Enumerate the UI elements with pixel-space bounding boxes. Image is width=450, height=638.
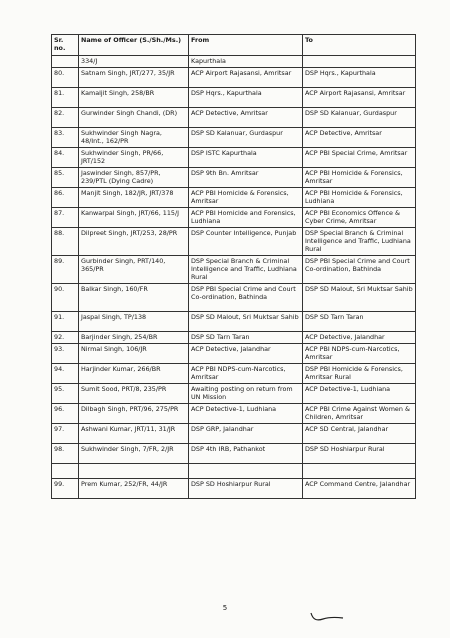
table-row bbox=[52, 168, 416, 188]
table-row bbox=[52, 424, 416, 444]
header-officer-name: Name of Officer (S./Sh./Ms.) bbox=[79, 35, 189, 56]
table-row bbox=[52, 384, 416, 404]
cell-to: DSP SD Kalanuar, Gurdaspur bbox=[303, 108, 416, 128]
cell-sr-no: 94. bbox=[52, 364, 79, 384]
cell-officer-name: Sukhwinder Singh, 7/FR, 2/JR bbox=[79, 444, 189, 464]
header-sr-no: Sr. no. bbox=[52, 35, 79, 56]
cell-officer-name: Sukhwinder Singh Nagra, 48/Int., 162/PR bbox=[79, 128, 189, 148]
cell-to: ACP PBI Special Crime, Amritsar bbox=[303, 148, 416, 168]
cell-officer-name: Sukhwinder Singh, PR/66, JRT/152 bbox=[79, 148, 189, 168]
cell-from: Awaiting posting on return from UN Mission bbox=[189, 384, 303, 404]
cell-to: DSP SD Malout, Sri Muktsar Sahib bbox=[303, 284, 416, 312]
cell-sr-no: 87. bbox=[52, 208, 79, 228]
cell-sr-no: 88. bbox=[52, 228, 79, 256]
table-row bbox=[52, 208, 416, 228]
table-row bbox=[52, 364, 416, 384]
cell-officer-name: Satnam Singh, JRT/277, 35/JR bbox=[79, 68, 189, 88]
cell-sr-no: 81. bbox=[52, 88, 79, 108]
gap-cell bbox=[303, 464, 416, 479]
cell-officer-name: Dilbagh Singh, PRT/96, 275/PR bbox=[79, 404, 189, 424]
table-row bbox=[52, 148, 416, 168]
cell-officer-name: Kanwarpal Singh, JRT/66, 115/J bbox=[79, 208, 189, 228]
cell-sr-no: 93. bbox=[52, 344, 79, 364]
cell-sr-no: 99. bbox=[52, 479, 79, 499]
cell-to: ACP PBI NDPS-cum-Narcotics, Amritsar bbox=[303, 344, 416, 364]
transfer-table bbox=[51, 34, 416, 499]
table-row bbox=[52, 228, 416, 256]
cell-officer-name: Gurbinder Singh, PRT/140, 365/PR bbox=[79, 256, 189, 284]
cell-to: ACP SD Central, Jalandhar bbox=[303, 424, 416, 444]
gap-cell bbox=[189, 464, 303, 479]
cell-officer-name: 334/J bbox=[79, 56, 189, 68]
table-row bbox=[52, 188, 416, 208]
cell-sr-no: 97. bbox=[52, 424, 79, 444]
cell-officer-name: Jaspal Singh, TP/138 bbox=[79, 312, 189, 332]
cell-from: DSP SD Malout, Sri Muktsar Sahib bbox=[189, 312, 303, 332]
table-row bbox=[52, 404, 416, 424]
cell-to: DSP PBI Special Crime and Court Co-ordination, Bathinda bbox=[303, 256, 416, 284]
cell-to: DSP PBI Homicide & Forensics, Amritsar Rural bbox=[303, 364, 416, 384]
cell-from: ACP Airport Rajasansi, Amritsar bbox=[189, 68, 303, 88]
cell-from: DSP Hqrs., Kapurthala bbox=[189, 88, 303, 108]
cell-sr-no: 83. bbox=[52, 128, 79, 148]
cell-from: DSP GRP, Jalandhar bbox=[189, 424, 303, 444]
cell-officer-name: Ashwani Kumar, JRT/11, 31/JR bbox=[79, 424, 189, 444]
cell-from: ACP PBI Homicide & Forensics, Amritsar bbox=[189, 188, 303, 208]
table-row bbox=[52, 444, 416, 464]
cell-from: DSP Special Branch & Criminal Intelligence and Traffic, Ludhiana Rural bbox=[189, 256, 303, 284]
table-row bbox=[52, 284, 416, 312]
cell-officer-name: Barjinder Singh, 254/BR bbox=[79, 332, 189, 344]
table-row bbox=[52, 68, 416, 88]
cell-from: ACP PBI Homicide and Forensics, Ludhiana bbox=[189, 208, 303, 228]
cell-officer-name: Balkar Singh, 160/FR bbox=[79, 284, 189, 312]
header-from: From bbox=[189, 35, 303, 56]
cell-sr-no: 95. bbox=[52, 384, 79, 404]
table-row bbox=[52, 128, 416, 148]
cell-to: ACP PBI Homicide & Forensics, Ludhiana bbox=[303, 188, 416, 208]
cell-from: DSP SD Kalanuar, Gurdaspur bbox=[189, 128, 303, 148]
cell-to: ACP PBI Homicide & Forensics, Amritsar bbox=[303, 168, 416, 188]
cell-officer-name: Sumit Sood, PRT/8, 235/PR bbox=[79, 384, 189, 404]
cell-officer-name: Harjinder Kumar, 266/BR bbox=[79, 364, 189, 384]
cell-sr-no: 86. bbox=[52, 188, 79, 208]
cell-from: ACP Detective, Jalandhar bbox=[189, 344, 303, 364]
cell-from: ACP Detective, Amritsar bbox=[189, 108, 303, 128]
cell-sr-no: 85. bbox=[52, 168, 79, 188]
cell-sr-no: 82. bbox=[52, 108, 79, 128]
cell-officer-name: Jaswinder Singh, 857/PR, 239/PTL (Dying Cadre) bbox=[79, 168, 189, 188]
cell-to: ACP Detective-1, Ludhiana bbox=[303, 384, 416, 404]
cell-from: DSP PBI Special Crime and Court Co-ordination, Bathinda bbox=[189, 284, 303, 312]
cell-to: ACP PBI Economics Offence & Cyber Crime, Amritsar bbox=[303, 208, 416, 228]
table-row bbox=[52, 312, 416, 332]
table-row bbox=[52, 479, 416, 499]
cell-to: ACP Airport Rajasansi, Amritsar bbox=[303, 88, 416, 108]
cell-officer-name: Manjit Singh, 182/JR, JRT/378 bbox=[79, 188, 189, 208]
gap-cell bbox=[52, 464, 79, 479]
cell-from: DSP ISTC Kapurthala bbox=[189, 148, 303, 168]
cell-officer-name: Gurwinder Singh Chandi, (DR) bbox=[79, 108, 189, 128]
cell-to: ACP PBI Crime Against Women & Children, Amritsar bbox=[303, 404, 416, 424]
cell-from: DSP Counter Intelligence, Punjab bbox=[189, 228, 303, 256]
cell-to: ACP Command Centre, Jalandhar bbox=[303, 479, 416, 499]
cell-sr-no: 91. bbox=[52, 312, 79, 332]
cell-officer-name: Nirmal Singh, 106/JR bbox=[79, 344, 189, 364]
cell-sr-no: 80. bbox=[52, 68, 79, 88]
gap-cell bbox=[79, 464, 189, 479]
cell-from: DSP 9th Bn. Amritsar bbox=[189, 168, 303, 188]
cell-to: DSP Hqrs., Kapurthala bbox=[303, 68, 416, 88]
cell-to: ACP Detective, Jalandhar bbox=[303, 332, 416, 344]
page-number: 5 bbox=[222, 604, 228, 612]
table-row bbox=[52, 344, 416, 364]
table-row bbox=[52, 256, 416, 284]
table-row bbox=[52, 88, 416, 108]
cell-sr-no: 92. bbox=[52, 332, 79, 344]
header-to: To bbox=[303, 35, 416, 56]
table-row bbox=[52, 56, 416, 68]
table-gap-row bbox=[52, 464, 416, 479]
table-row bbox=[52, 108, 416, 128]
cell-from: DSP SD Hoshiarpur Rural bbox=[189, 479, 303, 499]
cell-from: DSP SD Tarn Taran bbox=[189, 332, 303, 344]
cell-to: DSP SD Tarn Taran bbox=[303, 312, 416, 332]
cell-to bbox=[303, 56, 416, 68]
cell-sr-no: 98. bbox=[52, 444, 79, 464]
cell-sr-no: 96. bbox=[52, 404, 79, 424]
signature-mark bbox=[309, 608, 345, 622]
cell-from: DSP 4th IRB, Pathankot bbox=[189, 444, 303, 464]
cell-sr-no: 90. bbox=[52, 284, 79, 312]
cell-to: ACP Detective, Amritsar bbox=[303, 128, 416, 148]
cell-sr-no: 84. bbox=[52, 148, 79, 168]
cell-to: DSP SD Hoshiarpur Rural bbox=[303, 444, 416, 464]
cell-to: DSP Special Branch & Criminal Intelligence and Traffic, Ludhiana Rural bbox=[303, 228, 416, 256]
cell-officer-name: Kamaljit Singh, 258/BR bbox=[79, 88, 189, 108]
cell-officer-name: Dilpreet Singh, JRT/253, 28/PR bbox=[79, 228, 189, 256]
cell-from: ACP Detective-1, Ludhiana bbox=[189, 404, 303, 424]
cell-officer-name: Prem Kumar, 252/FR, 44/JR bbox=[79, 479, 189, 499]
cell-sr-no: 89. bbox=[52, 256, 79, 284]
table-row bbox=[52, 332, 416, 344]
cell-from: Kapurthala bbox=[189, 56, 303, 68]
cell-sr-no bbox=[52, 56, 79, 68]
table-header-row bbox=[52, 35, 416, 56]
table-body bbox=[52, 56, 416, 499]
cell-from: ACP PBI NDPS-cum-Narcotics, Amritsar bbox=[189, 364, 303, 384]
